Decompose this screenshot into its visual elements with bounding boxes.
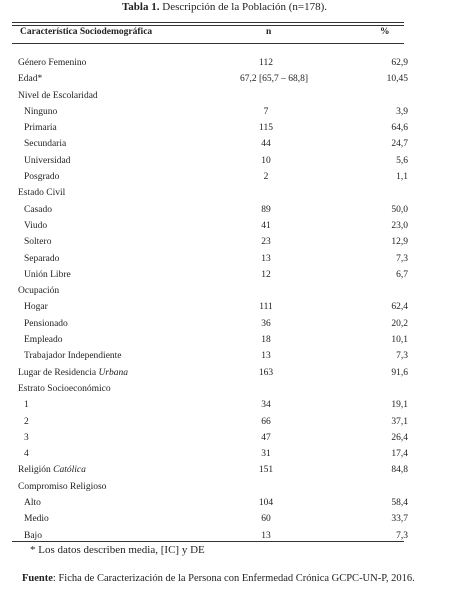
row-pct: 6,7	[396, 269, 408, 280]
row-pct: 7,3	[396, 351, 408, 362]
row-label-text: Primaria	[24, 123, 57, 134]
table-row	[0, 366, 449, 382]
row-n: 13	[261, 253, 271, 264]
row-label	[24, 498, 41, 508]
row-label	[18, 368, 128, 378]
row-pct: 3,9	[396, 106, 408, 117]
row-pct: 17,4	[391, 449, 408, 460]
row-label-text: Compromiso Religioso	[18, 481, 107, 492]
table-row	[0, 121, 449, 137]
row-label	[24, 335, 63, 345]
row-pct: 12,9	[391, 237, 408, 248]
row-label-text: Género Femenino	[18, 58, 87, 68]
table-header	[0, 27, 449, 41]
table-row	[0, 463, 449, 479]
row-pct: 24,7	[391, 139, 408, 150]
row-label	[18, 58, 86, 68]
row-label	[24, 417, 29, 427]
table-section-heading	[0, 284, 449, 300]
row-label-text: Casado	[24, 204, 52, 215]
row-n: 163	[258, 367, 274, 378]
table-section-heading	[0, 480, 449, 496]
row-label-text: Empleado	[24, 335, 63, 346]
table-section-heading	[0, 382, 449, 398]
header-characteristic: Característica Sociodemográfica	[20, 27, 153, 37]
row-n: 89	[261, 204, 271, 215]
row-label	[24, 449, 29, 459]
table-row	[0, 431, 449, 447]
table-footnote: * Los datos describen media, [IC] y DE	[30, 544, 205, 556]
table-row	[0, 137, 449, 153]
table-row	[0, 235, 449, 251]
row-pct: 58,4	[391, 498, 408, 509]
row-label	[24, 205, 52, 215]
table-caption-text: Descripción de la Población (n=178).	[162, 1, 327, 13]
table-row	[0, 56, 449, 72]
row-pct: 62,9	[391, 58, 408, 68]
table-caption	[0, 1, 449, 13]
table-top-rule-double	[12, 25, 404, 26]
row-label-text: Hogar	[24, 302, 48, 313]
table-row	[0, 154, 449, 170]
row-label-italic: Católica	[53, 465, 86, 476]
table-row	[0, 333, 449, 349]
table-section-heading	[0, 89, 449, 105]
row-label	[24, 139, 66, 149]
row-pct: 10,45	[386, 74, 408, 85]
row-label-text: Edad*	[18, 74, 43, 85]
table-body	[0, 56, 449, 545]
row-label-text: Secundaria	[24, 139, 67, 150]
row-label-text: Viudo	[24, 220, 48, 231]
row-label-text: Trabajador Independiente	[24, 351, 122, 362]
row-n: 2	[263, 172, 269, 183]
table-header-rule	[12, 43, 404, 44]
row-n: 151	[258, 465, 274, 476]
table-row	[0, 512, 449, 528]
row-label-italic: Urbana	[98, 367, 129, 378]
row-n: 10	[261, 155, 271, 166]
table-top-rule	[12, 22, 404, 23]
row-n: 104	[258, 498, 274, 509]
row-n: 115	[259, 123, 273, 134]
row-label-text: Medio	[24, 514, 49, 525]
row-n: 31	[261, 449, 271, 460]
row-n: 7	[263, 106, 269, 117]
row-n: 34	[261, 400, 271, 411]
table-row	[0, 317, 449, 333]
row-label-text: Separado	[24, 253, 60, 264]
row-label	[24, 107, 57, 117]
row-n: 41	[261, 220, 271, 231]
row-label-text: Pensionado	[24, 318, 68, 329]
row-pct: 23,0	[391, 220, 408, 231]
row-n: 13	[261, 530, 271, 541]
row-label	[24, 514, 49, 524]
row-label-text: Universidad	[24, 155, 71, 166]
table-row	[0, 203, 449, 219]
row-label	[24, 254, 59, 264]
row-n: 23	[261, 237, 271, 248]
row-label-text: Ocupación	[18, 286, 60, 297]
row-pct: 62,4	[391, 302, 408, 313]
table-source	[22, 572, 422, 585]
row-label	[24, 351, 122, 361]
table-row	[0, 170, 449, 186]
table-row	[0, 496, 449, 512]
row-label	[18, 91, 98, 101]
row-pct: 26,4	[391, 432, 408, 443]
row-label-text: Ninguno	[24, 106, 58, 117]
row-pct: 20,2	[391, 318, 408, 329]
row-label-text: 4	[24, 449, 29, 460]
row-label-text: Unión Libre	[24, 269, 71, 280]
row-n: 112	[259, 58, 273, 68]
row-label	[18, 482, 106, 492]
row-n: 36	[261, 318, 271, 329]
row-label	[24, 237, 51, 247]
row-pct: 7,3	[396, 530, 408, 541]
row-label	[18, 188, 65, 198]
source-text: : Ficha de Caracterización de la Persona con Enfermedad Crónica GCPC-UN-P, 2016.	[52, 573, 415, 584]
row-n: 12	[261, 269, 271, 280]
table-row	[0, 447, 449, 463]
row-label-text: Estado Civil	[18, 188, 66, 199]
row-label-text: 1	[24, 400, 29, 411]
row-label	[24, 172, 59, 182]
row-pct: 33,7	[391, 514, 408, 525]
row-label	[24, 319, 68, 329]
row-pct: 7,3	[396, 253, 408, 264]
table-row	[0, 105, 449, 121]
table-row	[0, 529, 449, 545]
row-pct: 19,1	[391, 400, 408, 411]
row-label-text: 2	[24, 416, 29, 427]
row-n: 44	[261, 139, 271, 150]
row-n: 60	[261, 514, 271, 525]
table-row	[0, 268, 449, 284]
row-label-text: Bajo	[24, 530, 42, 541]
table-row	[0, 219, 449, 235]
row-pct: 37,1	[391, 416, 408, 427]
row-label	[18, 286, 59, 296]
row-pct: 64,6	[391, 123, 408, 134]
row-pct: 5,6	[396, 155, 408, 166]
row-label-text: Lugar de Residencia	[18, 367, 97, 378]
row-label-text: Posgrado	[24, 172, 60, 183]
row-n: 66	[261, 416, 271, 427]
row-label	[24, 531, 42, 541]
row-label	[24, 302, 48, 312]
row-pct: 1,1	[396, 172, 408, 183]
row-pct: 91,6	[391, 367, 408, 378]
row-pct: 10,1	[391, 335, 408, 346]
row-n: 67,2 [65,7 – 68,8]	[240, 74, 309, 85]
row-n: 47	[261, 432, 271, 443]
row-pct: 50,0	[391, 204, 408, 215]
row-label	[18, 384, 111, 394]
row-label	[24, 400, 29, 410]
row-label	[24, 221, 47, 231]
table-section-heading	[0, 186, 449, 202]
table-row	[0, 300, 449, 316]
table-row	[0, 349, 449, 365]
header-n: n	[266, 27, 272, 37]
table-bottom-rule	[12, 541, 404, 542]
row-label-text: Estrato Socioeconómico	[18, 383, 111, 394]
row-label	[24, 270, 71, 280]
row-n: 13	[261, 351, 271, 362]
row-label-text: Alto	[24, 498, 41, 509]
row-n: 111	[259, 302, 273, 313]
row-pct: 84,8	[391, 465, 408, 476]
source-label: Fuente	[22, 573, 53, 584]
table-row	[0, 72, 449, 88]
row-label-text: Nivel de Escolaridad	[18, 90, 98, 101]
table-row	[0, 415, 449, 431]
row-n: 18	[261, 335, 271, 346]
table-row	[0, 252, 449, 268]
row-label	[24, 156, 70, 166]
row-label	[24, 123, 57, 133]
row-label	[24, 433, 29, 443]
table-caption-label: Tabla 1.	[121, 1, 160, 13]
header-pct: %	[380, 27, 390, 37]
row-label-text: 3	[24, 432, 29, 443]
row-label	[18, 74, 42, 84]
row-label	[18, 465, 86, 475]
row-label-text: Religión	[18, 465, 51, 476]
table-row	[0, 398, 449, 414]
row-label-text: Soltero	[24, 237, 52, 248]
